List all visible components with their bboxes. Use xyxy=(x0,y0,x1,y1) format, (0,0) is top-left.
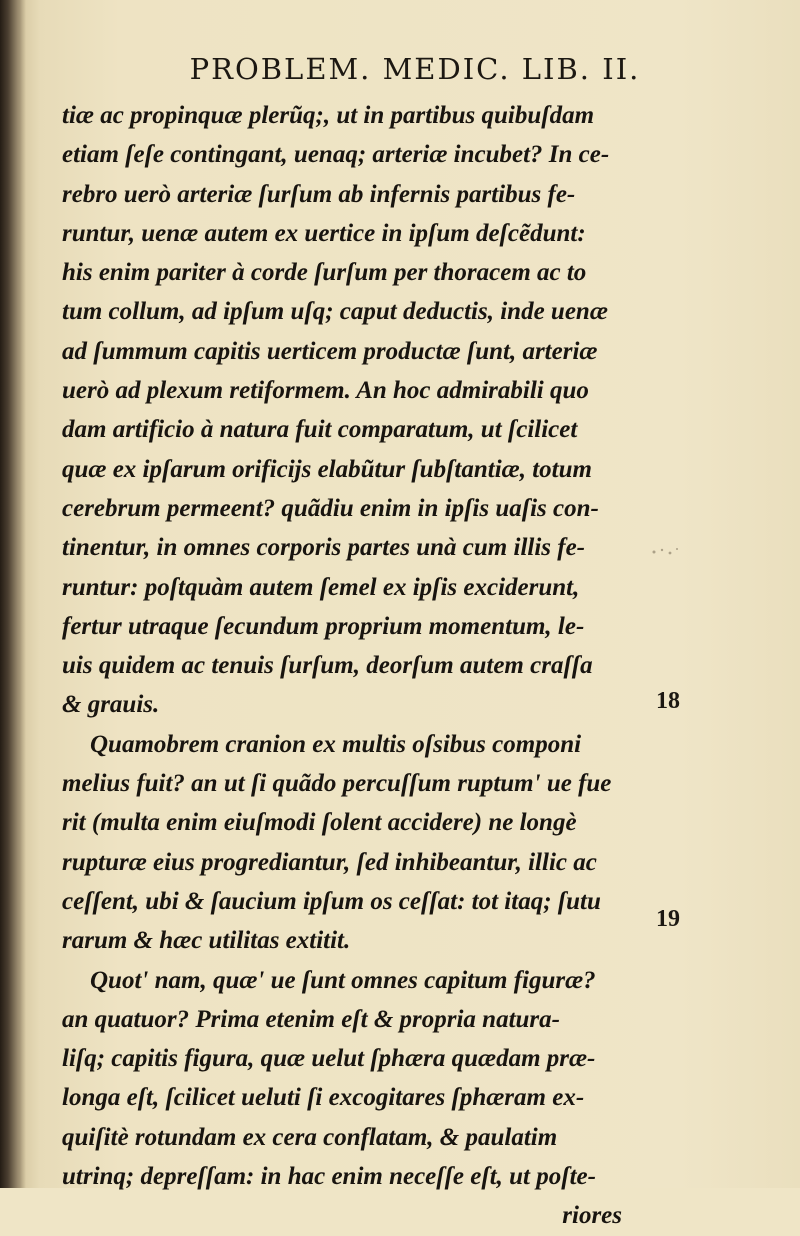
body-text xyxy=(62,96,622,1236)
text-line: uerò ad plexum retiformem. An hoc admirabili quo xyxy=(62,377,589,405)
paragraph-start-line: Quot' nam, quæ' ue ſunt omnes capitum figuræ? xyxy=(90,966,596,994)
margin-number: 18 xyxy=(656,688,680,714)
ink-speck-decoration xyxy=(650,546,680,558)
running-header: PROBLEM. MEDIC. LIB. II. xyxy=(189,52,641,86)
text-line: melius fuit? an ut ſi quãdo percuſſum ruptum' ue fue xyxy=(62,770,612,798)
text-line: tinentur, in omnes corporis partes unà cum illis fe- xyxy=(62,534,586,562)
text-line: rebro uerò arteriæ ſurſum ab infernis partibus fe- xyxy=(62,180,576,208)
text-line: etiam ſeſe contingant, uenaq; arteriæ incubet? In ce- xyxy=(62,141,610,169)
text-line: utrinq; depreſſam: in hac enim neceſſe eſt, ut poſte- xyxy=(62,1163,596,1191)
margin-number: 19 xyxy=(656,906,680,932)
text-line: quæ ex ipſarum orificijs elabũtur ſubſtantiæ, totum xyxy=(62,455,592,483)
catchword: riores xyxy=(562,1202,622,1230)
text-line: rupturæ eius progrediantur, ſed inhibeantur, illic ac xyxy=(62,848,597,876)
text-line: liſq; capitis figura, quæ uelut ſphæra quædam præ- xyxy=(62,1045,596,1073)
text-line: rarum & hæc utilitas extitit. xyxy=(62,927,351,955)
text-line: an quatuor? Prima etenim eſt & propria natura- xyxy=(62,1005,560,1033)
paragraph-start-line: Quamobrem cranion ex multis oſsibus componi xyxy=(90,730,582,758)
text-line: tiæ ac propinquæ plerũq;, ut in partibus quibuſdam xyxy=(62,102,595,129)
text-line: runtur: poſtquàm autem ſemel ex ipſis exciderunt, xyxy=(62,573,580,601)
text-line: ad ſummum capitis uerticem productæ ſunt, arteriæ xyxy=(62,337,598,365)
text-line: rit (multa enim eiuſmodi ſolent accidere) ne longè xyxy=(62,809,577,837)
text-line: tum collum, ad ipſum uſq; caput deductis, inde uenæ xyxy=(62,298,608,326)
text-line: & grauis. xyxy=(62,691,160,719)
text-line: longa eſt, ſcilicet ueluti ſi excogitares ſphæram ex- xyxy=(62,1084,585,1112)
text-line: quiſitè rotundam ex cera conflatam, & paulatim xyxy=(62,1123,558,1151)
text-line: fertur utraque ſecundum proprium momentum, le- xyxy=(62,612,585,640)
text-line: uis quidem ac tenuis ſurſum, deorſum autem craſſa xyxy=(62,652,593,680)
text-line: runtur, uenæ autem ex uertice in ipſum deſcẽdunt: xyxy=(62,219,586,247)
text-line: dam artificio à natura fuit comparatum, ut ſcilicet xyxy=(62,416,578,444)
text-line: his enim pariter à corde ſurſum per thoracem ac to xyxy=(62,259,587,287)
text-line: cerebrum permeent? quãdiu enim in ipſis uaſis con- xyxy=(62,494,599,522)
book-spine-shadow xyxy=(0,0,26,1188)
text-line: ceſſent, ubi & ſaucium ipſum os ceſſat: tot itaq; ſutu xyxy=(62,887,601,915)
